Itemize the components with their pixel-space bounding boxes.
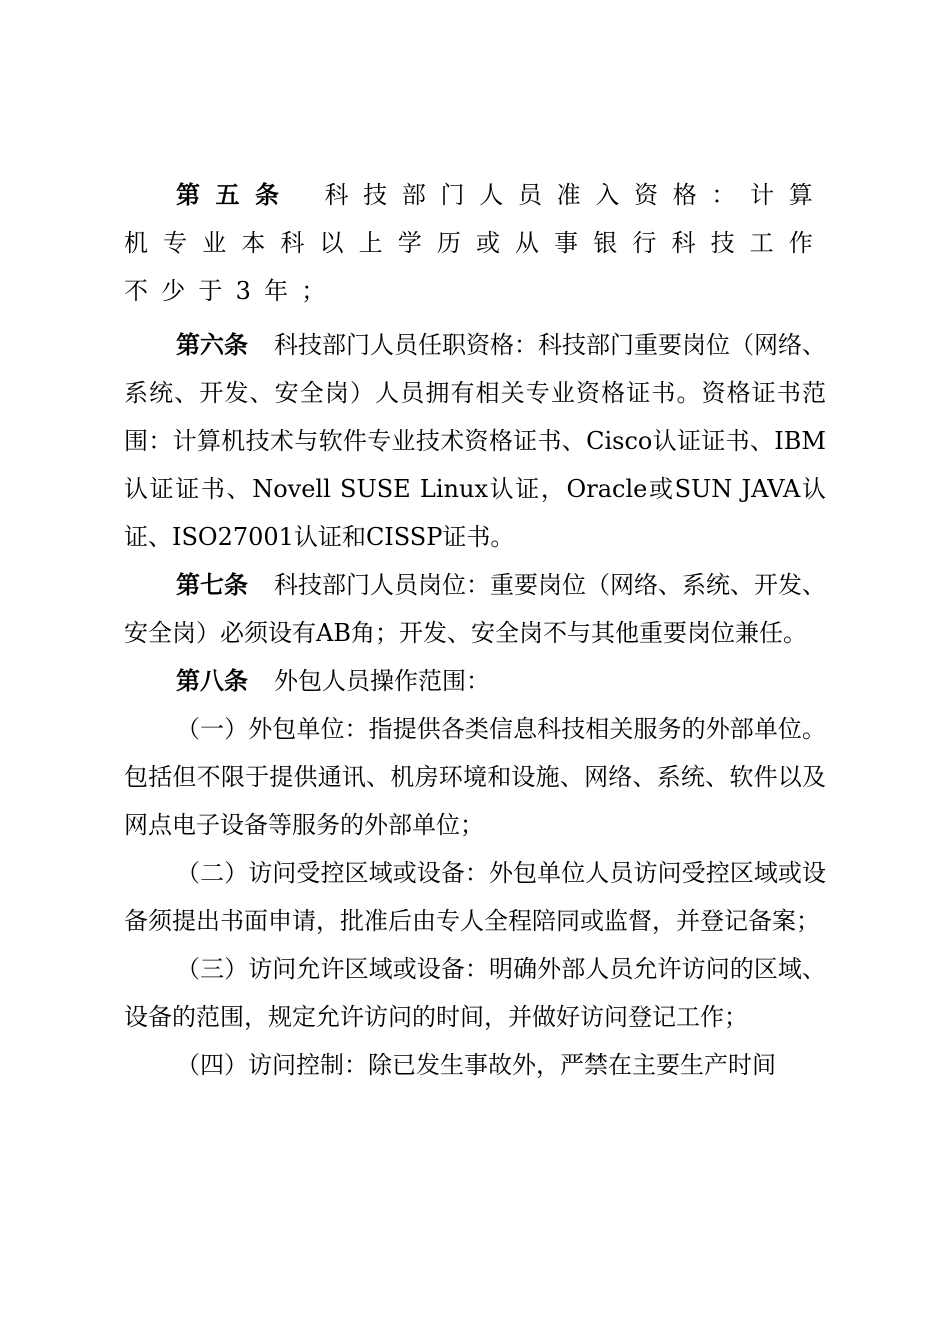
- article-8-item-3: [124, 945, 826, 1041]
- article-8-heading: 第八条: [176, 666, 248, 695]
- article-7: [124, 561, 826, 657]
- article-8-item-1: [124, 705, 826, 849]
- article-8-item-2-text: （二）访问受控区域或设备：外包单位人员访问受控区域或设备须提出书面申请，批准后由专人全程陪同或监督，并登记备案；: [124, 859, 826, 935]
- article-8-item-4: [124, 1041, 826, 1089]
- document-page: [124, 171, 826, 1089]
- article-8-item-4-text: （四）访问控制：除已发生事故外，严禁在主要生产时间: [176, 1051, 776, 1079]
- article-5: [124, 171, 826, 315]
- article-5-text: 科技部门人员准入资格：计算机专业本科以上学历或从事银行科技工作不少于3年；: [124, 181, 826, 305]
- article-8-text: 外包人员操作范围：: [274, 667, 490, 695]
- article-8-item-2: [124, 849, 826, 945]
- article-7-text: 科技部门人员岗位：重要岗位（网络、系统、开发、安全岗）必须设有AB角；开发、安全岗不与其他重要岗位兼任。: [124, 571, 826, 647]
- article-5-heading: 第五条: [176, 180, 295, 209]
- article-6: [124, 321, 826, 561]
- article-8-item-3-text: （三）访问允许区域或设备：明确外部人员允许访问的区域、设备的范围，规定允许访问的时间，并做好访问登记工作；: [124, 955, 826, 1031]
- article-8: [124, 657, 826, 705]
- article-6-text: 科技部门人员任职资格：科技部门重要岗位（网络、系统、开发、安全岗）人员拥有相关专业资格证书。资格证书范围：计算机技术与软件专业技术资格证书、Cisco认证证书、IBM认证证书、Novell SUSE Linux认证，Oracle或SUN JAVA认证、ISO27001认证和CISSP证书。: [124, 331, 826, 551]
- article-7-heading: 第七条: [176, 570, 248, 599]
- article-6-heading: 第六条: [176, 330, 248, 359]
- article-8-item-1-text: （一）外包单位：指提供各类信息科技相关服务的外部单位。包括但不限于提供通讯、机房环境和设施、网络、系统、软件以及网点电子设备等服务的外部单位；: [124, 715, 826, 839]
